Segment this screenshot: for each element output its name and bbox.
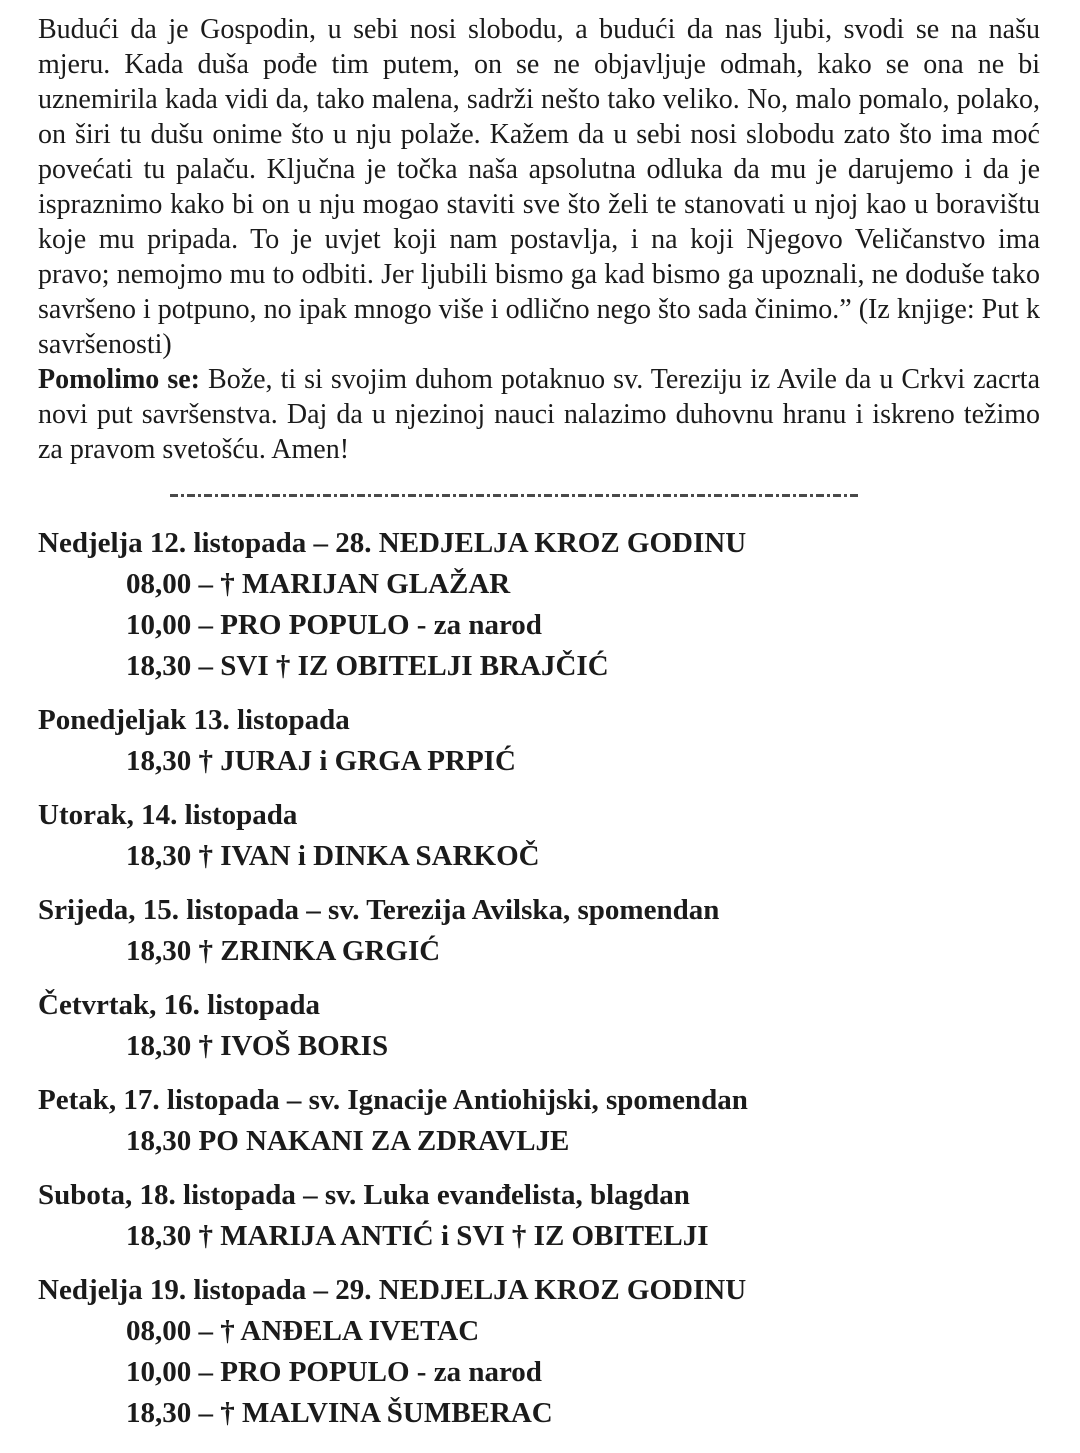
- mass-schedule: [38, 523, 1040, 1434]
- schedule-day-sunday-12: [38, 523, 1040, 687]
- schedule-day-wednesday-15: [38, 890, 1040, 972]
- mass-line: 18,30 PO NAKANI ZA ZDRAVLJE: [126, 1125, 570, 1157]
- schedule-day-friday-17: [38, 1080, 1040, 1162]
- day-header: Utorak, 14. listopada: [38, 799, 298, 831]
- mass-line: 18,30 – SVI † IZ OBITELJI BRAJČIĆ: [126, 650, 609, 682]
- schedule-day-saturday-18: [38, 1175, 1040, 1257]
- day-header: Nedjelja 19. listopada – 29. NEDJELJA KROZ GODINU: [38, 1274, 747, 1306]
- mass-line: 18,30 † ZRINKA GRGIĆ: [126, 935, 441, 967]
- schedule-day-monday-13: [38, 700, 1040, 782]
- schedule-day-tuesday-14: [38, 795, 1040, 877]
- mass-line: 18,30 – † MALVINA ŠUMBERAC: [126, 1397, 553, 1429]
- mass-line: 08,00 – † ANĐELA IVETAC: [126, 1315, 480, 1347]
- reflection-text: Budući da je Gospodin, u sebi nosi slobodu, a budući da nas ljubi, svodi se na našu mjeru. Kada duša pođe tim putem, on se ne objavljuje odmah, kako se ona ne bi uznemirila kada vidi da, tako malena, sadrži nešto tako veliko. No, malo pomalo, polako, on širi tu dušu onime što u nju polaže. Kažem da u sebi nosi slobodu zato što ima moć povećati tu palaču. Ključna je točka naša apsolutna odluka da mu je darujemo i da je ispraznimo kako bi on u nju mogao staviti sve što želi te stanovati u njoj kao u boravištu koje mu pripada. To je uvjet koji nam postavlja, i na koji Njegovo Veličanstvo ima pravo; nemojmo mu to odbiti. Jer ljubili bismo ga kad bismo ga upoznali, ne doduše tako savršeno i potpuno, no ipak mnogo više i odlično nego što sada činimo.” (Iz knjige: Put k savršenosti): [38, 14, 1040, 360]
- schedule-day-sunday-19: [38, 1270, 1040, 1434]
- prayer-lead: Pomolimo se:: [38, 364, 200, 395]
- prayer-paragraph: [38, 362, 1040, 467]
- mass-line: 18,30 † JURAJ i GRGA PRPIĆ: [126, 745, 516, 777]
- day-header: Ponedjeljak 13. listopada: [38, 704, 350, 736]
- day-header: Nedjelja 12. listopada – 28. NEDJELJA KROZ GODINU: [38, 527, 747, 559]
- mass-line: 18,30 † IVAN i DINKA SARKOČ: [126, 840, 540, 872]
- mass-line: 18,30 † IVOŠ BORIS: [126, 1030, 389, 1062]
- day-header: Srijeda, 15. listopada – sv. Terezija Avilska, spomendan: [38, 894, 720, 926]
- mass-line: 08,00 – † MARIJAN GLAŽAR: [126, 568, 511, 600]
- dash-dot-divider: [170, 494, 860, 497]
- mass-line: 10,00 – PRO POPULO - za narod: [126, 609, 542, 641]
- day-header: Petak, 17. listopada – sv. Ignacije Antiohijski, spomendan: [38, 1084, 748, 1116]
- schedule-day-thursday-16: [38, 985, 1040, 1067]
- day-header: Subota, 18. listopada – sv. Luka evanđelista, blagdan: [38, 1179, 690, 1211]
- prayer-text: Bože, ti si svojim duhom potaknuo sv. Tereziju iz Avile da u Crkvi zacrta novi put savršenstva. Daj da u njezinoj nauci nalazimo duhovnu hranu i iskreno težimo za pravom svetošću. Amen!: [38, 364, 1040, 465]
- mass-line: 18,30 † MARIJA ANTIĆ i SVI † IZ OBITELJI: [126, 1220, 709, 1252]
- reflection-paragraph: [38, 12, 1040, 362]
- mass-line: 10,00 – PRO POPULO - za narod: [126, 1356, 542, 1388]
- day-header: Četvrtak, 16. listopada: [38, 989, 320, 1021]
